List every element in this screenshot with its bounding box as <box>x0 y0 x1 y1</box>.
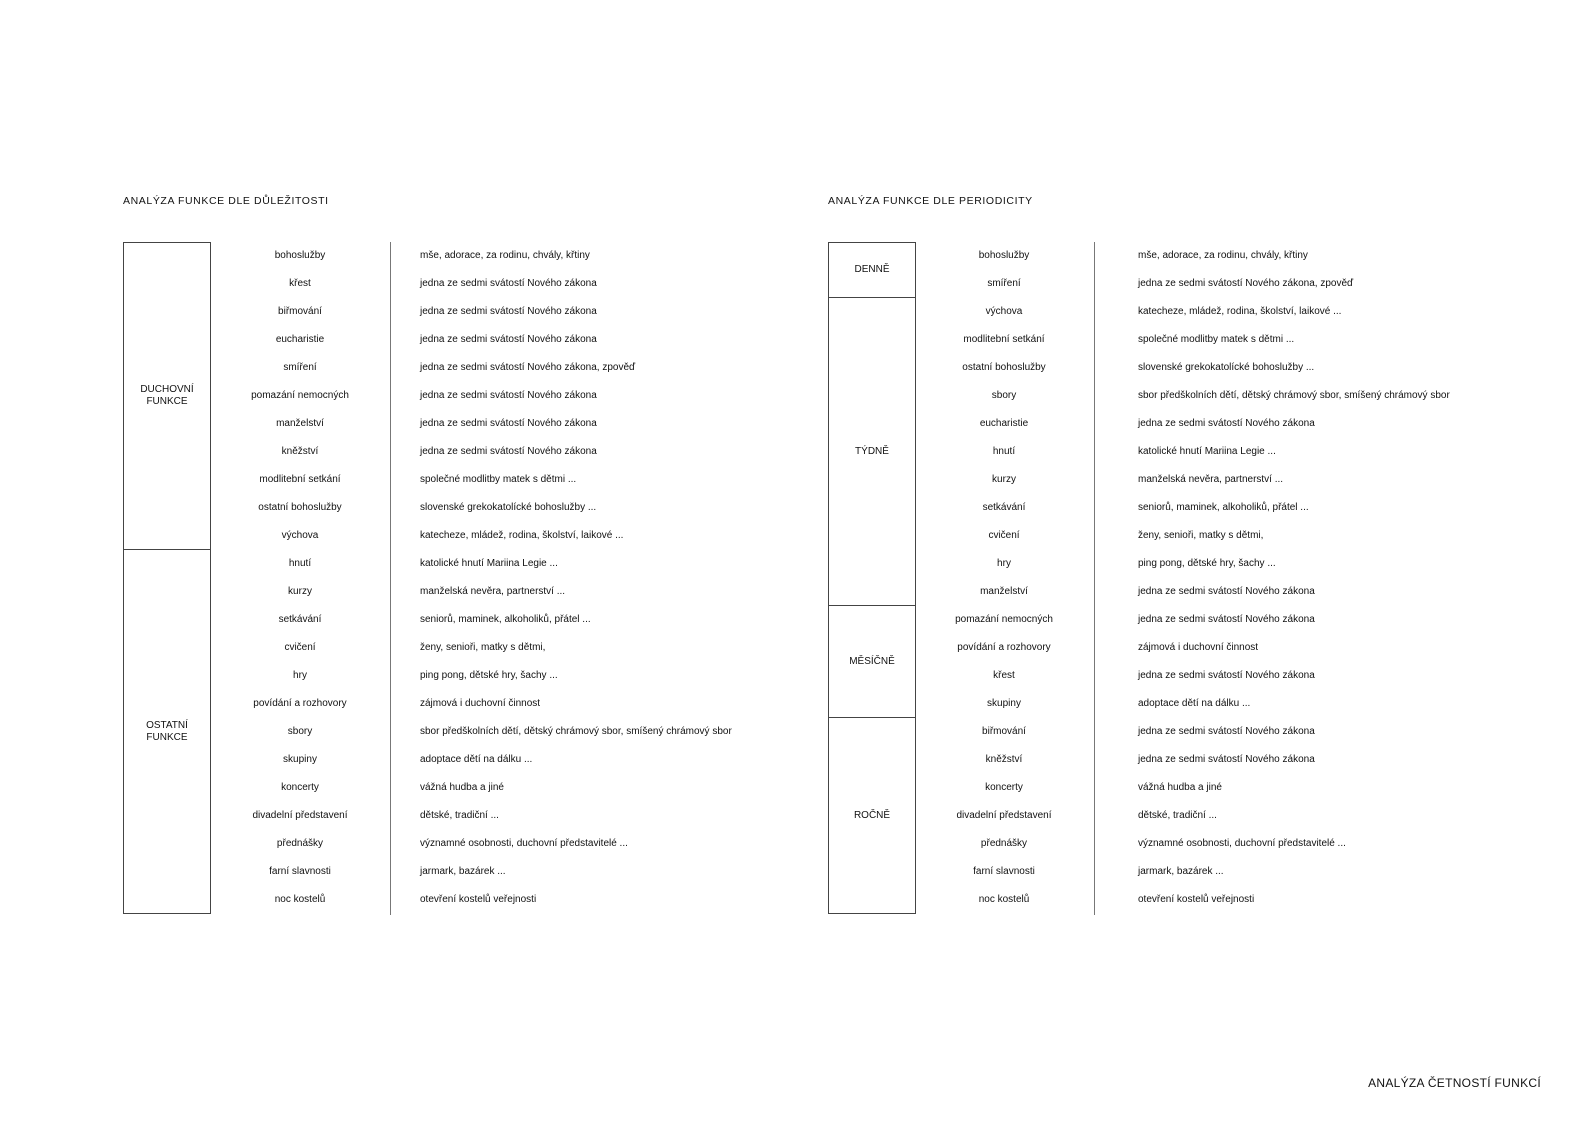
function-description: slovenské grekokatolícké bohoslužby ... <box>420 502 597 513</box>
function-name: přednášky <box>980 838 1028 849</box>
function-description: jedna ze sedmi svátostí Nového zákona <box>420 278 597 289</box>
footer-title: ANALÝZA ČETNOSTÍ FUNKCÍ <box>1368 1076 1541 1090</box>
function-name: modlitební setkání <box>259 474 341 485</box>
right-group-2 <box>828 606 916 718</box>
function-description: ping pong, dětské hry, šachy ... <box>420 670 558 681</box>
function-name: skupiny <box>283 754 317 765</box>
function-name: divadelní představení <box>956 810 1052 821</box>
function-name: cvičení <box>284 642 316 653</box>
function-name: koncerty <box>281 782 319 793</box>
function-name: cvičení <box>988 530 1020 541</box>
function-description: vážná hudba a jiné <box>420 782 504 793</box>
function-name: křest <box>289 278 311 289</box>
left-group-label-line: DUCHOVNÍ <box>140 384 194 395</box>
function-description: katecheze, mládež, rodina, školství, laikové ... <box>1138 306 1342 317</box>
function-name: eucharistie <box>979 418 1029 429</box>
function-name: sbory <box>287 726 313 737</box>
right-group-label <box>854 264 889 276</box>
function-description: ženy, senioři, matky s dětmi, <box>420 642 546 653</box>
right-group-label <box>855 446 889 458</box>
function-name: kurzy <box>992 474 1016 485</box>
function-name: setkávání <box>982 502 1026 513</box>
function-description: sbor předškolních dětí, dětský chrámový sbor, smíšený chrámový sbor <box>1138 390 1450 401</box>
function-name: bohoslužby <box>274 250 326 261</box>
function-name: eucharistie <box>275 334 325 345</box>
function-name: hry <box>997 558 1011 569</box>
function-description: katecheze, mládež, rodina, školství, laikové ... <box>420 530 624 541</box>
function-name: setkávání <box>278 614 322 625</box>
function-name: koncerty <box>985 782 1023 793</box>
left-group-label <box>146 720 188 744</box>
function-name: kněžství <box>985 754 1023 765</box>
function-description: dětské, tradiční ... <box>1138 810 1217 821</box>
function-name: výchova <box>985 306 1023 317</box>
function-description: jedna ze sedmi svátostí Nového zákona <box>1138 754 1315 765</box>
function-name: noc kostelů <box>274 894 326 905</box>
function-description: významné osobnosti, duchovní představitelé ... <box>420 838 628 849</box>
right-group-3 <box>828 718 916 914</box>
function-description: adoptace dětí na dálku ... <box>1138 698 1251 709</box>
left-group-1 <box>123 550 211 914</box>
function-description: jedna ze sedmi svátostí Nového zákona, zpověď <box>420 362 636 373</box>
function-description: manželská nevěra, partnerství ... <box>420 586 566 597</box>
function-name: kurzy <box>288 586 312 597</box>
function-name: noc kostelů <box>978 894 1030 905</box>
function-name: modlitební setkání <box>963 334 1045 345</box>
function-name: farní slavnosti <box>269 866 331 877</box>
function-name: divadelní představení <box>252 810 348 821</box>
function-description: ženy, senioři, matky s dětmi, <box>1138 530 1264 541</box>
function-description: zájmová i duchovní činnost <box>420 698 541 709</box>
function-name: ostatní bohoslužby <box>962 362 1046 373</box>
function-description: mše, adorace, za rodinu, chvály, křtiny <box>1138 250 1308 261</box>
function-description: otevření kostelů veřejnosti <box>420 894 537 905</box>
function-name: ostatní bohoslužby <box>258 502 342 513</box>
left-group-column <box>123 242 211 915</box>
function-description: společné modlitby matek s dětmi ... <box>420 474 577 485</box>
function-name: biřmování <box>982 726 1026 737</box>
right-group-label <box>849 656 895 668</box>
function-name: pomazání nemocných <box>251 390 349 401</box>
function-description: významné osobnosti, duchovní představitelé ... <box>1138 838 1346 849</box>
right-group-label-line: MĚSÍČNĚ <box>849 655 895 667</box>
function-description: ping pong, dětské hry, šachy ... <box>1138 558 1276 569</box>
function-name: výchova <box>281 530 319 541</box>
left-group-label-line: FUNKCE <box>146 731 188 743</box>
function-description: dětské, tradiční ... <box>420 810 499 821</box>
function-description: jedna ze sedmi svátostí Nového zákona <box>420 334 597 345</box>
right-group-label <box>854 810 890 822</box>
function-description: slovenské grekokatolícké bohoslužby ... <box>1138 362 1315 373</box>
function-name: hry <box>293 670 307 681</box>
right-group-0 <box>828 242 916 298</box>
function-description: jarmark, bazárek ... <box>1138 866 1224 877</box>
function-name: křest <box>993 670 1015 681</box>
function-description: jedna ze sedmi svátostí Nového zákona <box>1138 726 1315 737</box>
function-description: adoptace dětí na dálku ... <box>420 754 533 765</box>
function-name: sbory <box>991 390 1017 401</box>
function-description: sbor předškolních dětí, dětský chrámový sbor, smíšený chrámový sbor <box>420 726 732 737</box>
function-description: společné modlitby matek s dětmi ... <box>1138 334 1295 345</box>
right-section-title: ANALÝZA FUNKCE DLE PERIODICITY <box>828 195 1033 207</box>
right-group-label-line: DENNĚ <box>854 264 890 275</box>
function-name: kněžství <box>281 446 319 457</box>
function-name: manželství <box>276 418 324 429</box>
function-description: manželská nevěra, partnerství ... <box>1138 474 1284 485</box>
function-name: smíření <box>283 362 317 373</box>
function-description: jedna ze sedmi svátostí Nového zákona <box>420 418 597 429</box>
left-section-title: ANALÝZA FUNKCE DLE DŮLEŽITOSTI <box>123 195 329 207</box>
function-name: povídání a rozhovory <box>957 642 1051 653</box>
left-group-label-line: FUNKCE <box>146 396 188 407</box>
function-description: katolické hnutí Mariina Legie ... <box>1138 446 1276 457</box>
function-description: jedna ze sedmi svátostí Nového zákona <box>1138 586 1315 597</box>
left-group-label <box>140 384 193 408</box>
function-description: vážná hudba a jiné <box>1138 782 1222 793</box>
function-description: jedna ze sedmi svátostí Nového zákona <box>420 446 597 457</box>
function-name: pomazání nemocných <box>955 614 1053 625</box>
function-name: smíření <box>987 278 1021 289</box>
function-name: skupiny <box>987 698 1021 709</box>
function-name: farní slavnosti <box>973 866 1035 877</box>
function-name: přednášky <box>276 838 324 849</box>
right-group-label-line: ROČNĚ <box>853 809 891 821</box>
function-name: povídání a rozhovory <box>253 698 347 709</box>
function-description: jedna ze sedmi svátostí Nového zákona <box>1138 418 1315 429</box>
function-description: jedna ze sedmi svátostí Nového zákona <box>1138 614 1315 625</box>
function-description: jedna ze sedmi svátostí Nového zákona, zpověď <box>1138 278 1354 289</box>
function-name: manželství <box>980 586 1028 597</box>
function-name: hnutí <box>992 446 1016 457</box>
function-description: jedna ze sedmi svátostí Nového zákona <box>420 390 597 401</box>
right-group-1 <box>828 298 916 606</box>
left-group-0 <box>123 242 211 550</box>
right-group-column <box>828 242 916 915</box>
right-divider-line <box>1094 242 1095 915</box>
function-description: zájmová i duchovní činnost <box>1138 642 1259 653</box>
function-description: katolické hnutí Mariina Legie ... <box>420 558 558 569</box>
function-description: seniorů, maminek, alkoholiků, přátel ... <box>1138 502 1309 513</box>
function-description: jedna ze sedmi svátostí Nového zákona <box>1138 670 1315 681</box>
right-group-label-line: TÝDNĚ <box>855 445 889 457</box>
left-group-label-line: OSTATNÍ <box>146 719 188 731</box>
function-description: jarmark, bazárek ... <box>420 866 506 877</box>
function-name: biřmování <box>278 306 322 317</box>
left-divider-line <box>390 242 391 915</box>
function-name: hnutí <box>288 558 312 569</box>
function-description: jedna ze sedmi svátostí Nového zákona <box>420 306 597 317</box>
function-description: mše, adorace, za rodinu, chvály, křtiny <box>420 250 590 261</box>
function-description: seniorů, maminek, alkoholiků, přátel ... <box>420 614 591 625</box>
function-name: bohoslužby <box>978 250 1030 261</box>
function-description: otevření kostelů veřejnosti <box>1138 894 1255 905</box>
